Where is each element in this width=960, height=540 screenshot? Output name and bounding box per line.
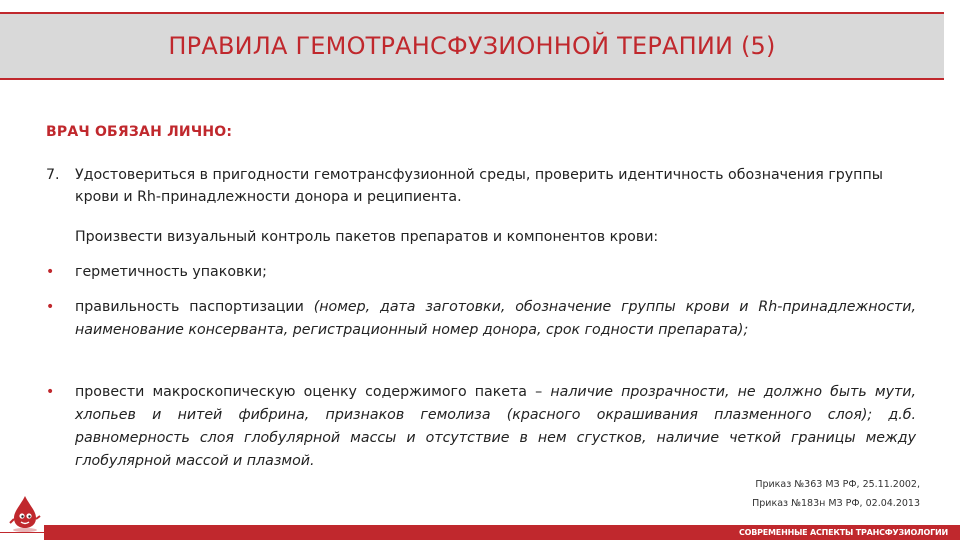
item-text: Удостовериться в пригодности гемотрансфузионной среды, проверить идентичность обозначения группы крови и Rh-принадлежности донора и реципиента. — [75, 167, 883, 205]
reference-line: Приказ №363 МЗ РФ, 25.11.2002, — [755, 479, 920, 490]
bullet-text: герметичность упаковки; — [75, 264, 267, 280]
bullet-italic-text: наличие прозрачности, не должно быть мути, хлопьев и нитей фибрина, признаков гемолиза (красного окрашивания плазменного слоя); д.б. равномерность слоя глобулярной массы и отсутствие в нем сгустков, наличие четкой границы между глобулярной массой и плазмой. — [75, 384, 916, 469]
numbered-item-7 — [46, 164, 916, 208]
bullet-lead-text: правильность паспортизации — [75, 299, 314, 315]
title-bar — [0, 12, 944, 80]
bullet-item — [46, 296, 916, 342]
references — [752, 475, 920, 513]
bullet-text — [75, 381, 916, 473]
bullet-text — [75, 296, 916, 342]
bullet-marker: • — [46, 264, 55, 280]
bullet-lead-text: провести макроскопическую оценку содержимого пакета – — [75, 384, 551, 400]
bullet-item — [46, 381, 916, 473]
bullet-italic-text: (номер, дата заготовки, обозначение группы крови и Rh-принадлежности, наименование консерванта, регистрационный номер донора, срок годности препарата); — [75, 299, 916, 338]
footer-rule — [0, 532, 44, 533]
bullet-marker: • — [46, 384, 55, 400]
bullet-marker: • — [46, 299, 55, 315]
reference-line: Приказ №183н МЗ РФ, 02.04.2013 — [752, 498, 920, 509]
instruction-text: Произвести визуальный контроль пакетов препаратов и компонентов крови: — [75, 229, 659, 245]
blood-drop-mascot-icon — [8, 494, 42, 532]
item-number: 7. — [46, 167, 60, 183]
section-subheading: ВРАЧ ОБЯЗАН ЛИЧНО: — [46, 124, 233, 140]
footer-bar — [44, 525, 960, 540]
bullet-item — [46, 261, 916, 284]
page-title: ПРАВИЛА ГЕМОТРАНСФУЗИОННОЙ ТЕРАПИИ (5) — [168, 32, 776, 60]
footer-text: СОВРЕМЕННЫЕ АСПЕКТЫ ТРАНСФУЗИОЛОГИИ — [738, 528, 948, 537]
